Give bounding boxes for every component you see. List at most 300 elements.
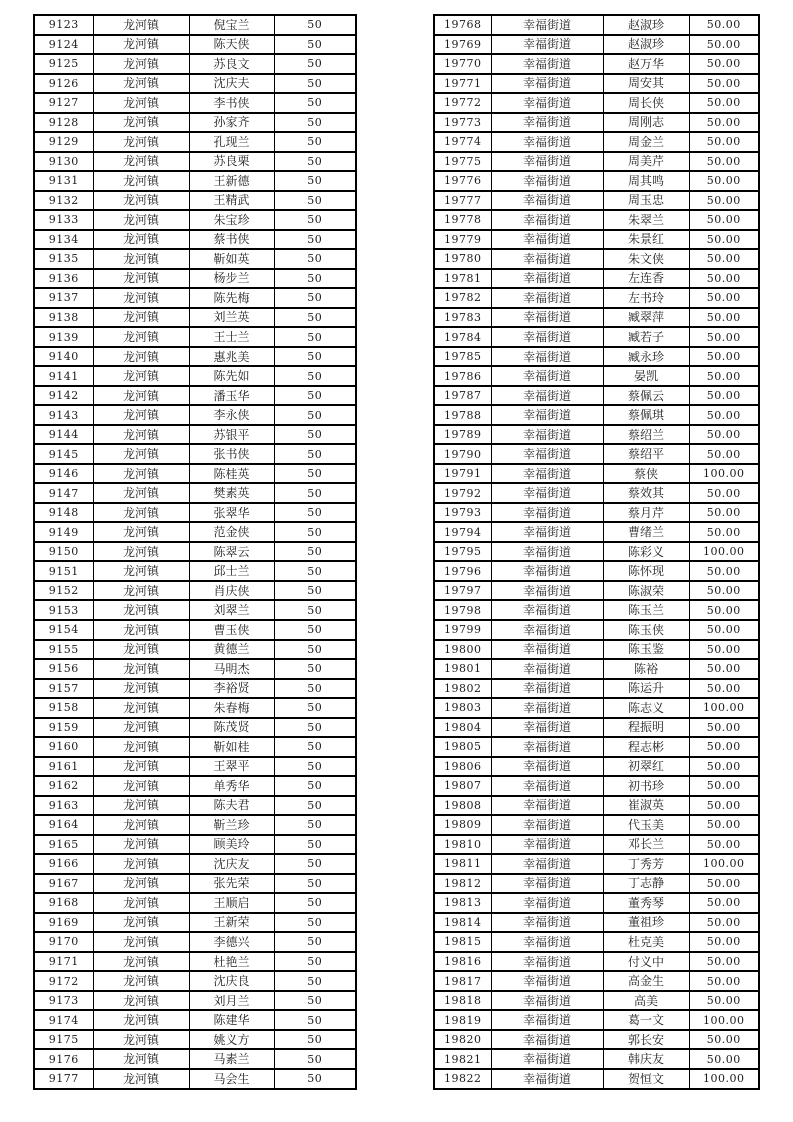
cell-id: 19822 [434,1069,491,1089]
cell-amount: 50 [274,776,356,796]
table-row [434,581,759,601]
cell-amount: 50.00 [689,308,759,328]
cell-id: 9166 [34,854,93,874]
cell-id: 9167 [34,874,93,894]
cell-name: 陈天侠 [189,35,274,55]
cell-name: 朱文侠 [603,249,689,269]
table-row [34,932,356,952]
cell-amount: 50 [274,718,356,738]
cell-location: 幸福街道 [491,54,603,74]
cell-id: 9124 [34,35,93,55]
cell-location: 幸福街道 [491,679,603,699]
table-row [34,874,356,894]
cell-amount: 50.00 [689,191,759,211]
cell-location: 龙河镇 [93,327,189,347]
cell-amount: 50.00 [689,327,759,347]
cell-name: 赵淑珍 [603,15,689,35]
table-row [34,210,356,230]
table-row [34,347,356,367]
cell-location: 幸福街道 [491,542,603,562]
cell-amount: 50.00 [689,1049,759,1069]
cell-location: 幸福街道 [491,483,603,503]
cell-name: 程志彬 [603,737,689,757]
cell-amount: 50 [274,952,356,972]
cell-location: 龙河镇 [93,1030,189,1050]
table-row [34,971,356,991]
cell-name: 臧永珍 [603,347,689,367]
cell-amount: 50 [274,581,356,601]
cell-id: 9138 [34,308,93,328]
cell-amount: 50.00 [689,35,759,55]
cell-id: 9158 [34,698,93,718]
cell-name: 周金兰 [603,132,689,152]
cell-amount: 50.00 [689,425,759,445]
table-row [434,152,759,172]
cell-name: 高美 [603,991,689,1011]
cell-location: 龙河镇 [93,425,189,445]
table-row [34,1030,356,1050]
cell-location: 幸福街道 [491,581,603,601]
cell-id: 19770 [434,54,491,74]
cell-amount: 50 [274,308,356,328]
table-row [434,913,759,933]
cell-name: 刘月兰 [189,991,274,1011]
table-row [34,815,356,835]
cell-name: 赵万华 [603,54,689,74]
cell-amount: 50 [274,93,356,113]
table-row [434,405,759,425]
cell-name: 陈建华 [189,1010,274,1030]
cell-amount: 50 [274,640,356,660]
table-row [434,54,759,74]
table-row [434,327,759,347]
cell-name: 高金生 [603,971,689,991]
cell-location: 龙河镇 [93,464,189,484]
table-row [434,444,759,464]
cell-id: 9132 [34,191,93,211]
cell-location: 幸福街道 [491,132,603,152]
table-row [34,308,356,328]
cell-location: 龙河镇 [93,854,189,874]
cell-location: 龙河镇 [93,698,189,718]
cell-name: 蔡效其 [603,483,689,503]
cell-name: 陈裕 [603,659,689,679]
cell-id: 9150 [34,542,93,562]
cell-amount: 50 [274,522,356,542]
cell-location: 龙河镇 [93,874,189,894]
table-row [34,776,356,796]
cell-id: 19792 [434,483,491,503]
cell-name: 杨步兰 [189,269,274,289]
cell-location: 龙河镇 [93,405,189,425]
cell-location: 幸福街道 [491,913,603,933]
cell-amount: 50 [274,737,356,757]
cell-amount: 50.00 [689,386,759,406]
table-row [34,581,356,601]
cell-amount: 50.00 [689,718,759,738]
cell-location: 龙河镇 [93,600,189,620]
cell-location: 龙河镇 [93,522,189,542]
table-row [434,932,759,952]
left-roster-table [33,14,357,1090]
cell-name: 葛一文 [603,1010,689,1030]
cell-id: 9157 [34,679,93,699]
table-row [434,698,759,718]
table-row [434,249,759,269]
cell-amount: 50.00 [689,444,759,464]
cell-name: 倪宝兰 [189,15,274,35]
cell-location: 龙河镇 [93,230,189,250]
cell-location: 龙河镇 [93,132,189,152]
cell-name: 曹玉侠 [189,620,274,640]
cell-name: 马明杰 [189,659,274,679]
cell-amount: 100.00 [689,542,759,562]
cell-location: 龙河镇 [93,483,189,503]
cell-amount: 50 [274,893,356,913]
cell-name: 左书玲 [603,288,689,308]
left-roster-body [34,15,356,1089]
cell-location: 龙河镇 [93,561,189,581]
cell-id: 19779 [434,230,491,250]
cell-amount: 50.00 [689,15,759,35]
cell-location: 龙河镇 [93,152,189,172]
cell-name: 陈桂英 [189,464,274,484]
table-row [34,93,356,113]
cell-amount: 50 [274,366,356,386]
cell-location: 幸福街道 [491,1030,603,1050]
cell-location: 幸福街道 [491,386,603,406]
cell-name: 马会生 [189,1069,274,1089]
table-row [434,366,759,386]
table-row [434,269,759,289]
cell-name: 初翠红 [603,757,689,777]
cell-amount: 50 [274,503,356,523]
cell-id: 19777 [434,191,491,211]
cell-location: 幸福街道 [491,620,603,640]
cell-location: 龙河镇 [93,835,189,855]
cell-name: 孔现兰 [189,132,274,152]
cell-amount: 50 [274,405,356,425]
cell-id: 19768 [434,15,491,35]
cell-amount: 50.00 [689,1030,759,1050]
table-row [434,737,759,757]
cell-name: 周长侠 [603,93,689,113]
cell-location: 幸福街道 [491,1069,603,1089]
table-row [434,425,759,445]
table-row [34,796,356,816]
cell-location: 龙河镇 [93,659,189,679]
cell-name: 杜艳兰 [189,952,274,972]
cell-location: 幸福街道 [491,288,603,308]
cell-amount: 50.00 [689,503,759,523]
cell-id: 9154 [34,620,93,640]
table-row [434,1030,759,1050]
cell-amount: 50 [274,659,356,679]
cell-name: 李德兴 [189,932,274,952]
cell-id: 19819 [434,1010,491,1030]
table-row [34,893,356,913]
cell-id: 9126 [34,74,93,94]
cell-id: 9155 [34,640,93,660]
cell-id: 19772 [434,93,491,113]
table-row [34,1010,356,1030]
cell-id: 19771 [434,74,491,94]
table-row [34,913,356,933]
cell-name: 王精武 [189,191,274,211]
cell-location: 龙河镇 [93,171,189,191]
cell-id: 9169 [34,913,93,933]
cell-name: 蔡佩琪 [603,405,689,425]
table-row [34,952,356,972]
cell-name: 郭长安 [603,1030,689,1050]
cell-name: 付义中 [603,952,689,972]
cell-location: 幸福街道 [491,464,603,484]
cell-name: 董秀琴 [603,893,689,913]
cell-location: 幸福街道 [491,210,603,230]
cell-name: 周其鸣 [603,171,689,191]
cell-amount: 50 [274,932,356,952]
cell-id: 19800 [434,640,491,660]
cell-id: 9141 [34,366,93,386]
cell-name: 陈彩义 [603,542,689,562]
cell-location: 幸福街道 [491,952,603,972]
cell-amount: 50.00 [689,952,759,972]
cell-location: 龙河镇 [93,971,189,991]
cell-id: 19817 [434,971,491,991]
table-row [434,15,759,35]
cell-location: 幸福街道 [491,815,603,835]
cell-name: 朱翠兰 [603,210,689,230]
cell-location: 幸福街道 [491,893,603,913]
cell-id: 19804 [434,718,491,738]
cell-location: 龙河镇 [93,952,189,972]
cell-id: 19780 [434,249,491,269]
cell-id: 19789 [434,425,491,445]
cell-name: 陈玉侠 [603,620,689,640]
cell-location: 龙河镇 [93,718,189,738]
cell-name: 陈怀现 [603,561,689,581]
cell-id: 9156 [34,659,93,679]
right-roster-table [433,14,760,1090]
cell-location: 幸福街道 [491,171,603,191]
cell-name: 崔淑英 [603,796,689,816]
cell-location: 幸福街道 [491,991,603,1011]
cell-id: 19769 [434,35,491,55]
cell-location: 幸福街道 [491,854,603,874]
cell-name: 苏银平 [189,425,274,445]
cell-location: 幸福街道 [491,113,603,133]
table-row [434,230,759,250]
cell-amount: 50 [274,600,356,620]
cell-location: 幸福街道 [491,308,603,328]
cell-location: 龙河镇 [93,737,189,757]
table-row [34,132,356,152]
cell-name: 臧翠萍 [603,308,689,328]
cell-id: 9160 [34,737,93,757]
cell-amount: 50 [274,679,356,699]
cell-id: 19785 [434,347,491,367]
table-row [34,1049,356,1069]
cell-id: 9173 [34,991,93,1011]
cell-name: 韩庆友 [603,1049,689,1069]
cell-amount: 50.00 [689,893,759,913]
cell-amount: 50.00 [689,561,759,581]
cell-location: 幸福街道 [491,561,603,581]
cell-name: 陈淑荣 [603,581,689,601]
cell-id: 19818 [434,991,491,1011]
cell-location: 幸福街道 [491,347,603,367]
cell-location: 幸福街道 [491,835,603,855]
cell-id: 19816 [434,952,491,972]
cell-id: 9147 [34,483,93,503]
cell-id: 19781 [434,269,491,289]
cell-amount: 50.00 [689,522,759,542]
table-row [34,74,356,94]
cell-name: 樊素英 [189,483,274,503]
cell-amount: 50 [274,1069,356,1089]
table-row [434,757,759,777]
cell-name: 董祖珍 [603,913,689,933]
cell-name: 邱士兰 [189,561,274,581]
table-row [34,35,356,55]
table-row [34,757,356,777]
table-row [34,152,356,172]
table-row [434,874,759,894]
table-row [434,1010,759,1030]
cell-id: 9140 [34,347,93,367]
table-row [34,444,356,464]
table-row [434,659,759,679]
cell-location: 龙河镇 [93,366,189,386]
cell-location: 龙河镇 [93,210,189,230]
table-row [34,113,356,133]
cell-name: 蔡月芹 [603,503,689,523]
cell-location: 龙河镇 [93,93,189,113]
cell-id: 19797 [434,581,491,601]
cell-name: 范金侠 [189,522,274,542]
cell-name: 陈翠云 [189,542,274,562]
cell-amount: 50.00 [689,620,759,640]
cell-amount: 100.00 [689,854,759,874]
cell-amount: 50.00 [689,913,759,933]
cell-location: 龙河镇 [93,1010,189,1030]
table-row [434,991,759,1011]
cell-id: 19787 [434,386,491,406]
table-row [34,854,356,874]
cell-name: 朱春梅 [189,698,274,718]
cell-id: 19798 [434,600,491,620]
cell-location: 幸福街道 [491,1010,603,1030]
table-row [434,952,759,972]
cell-id: 9163 [34,796,93,816]
cell-location: 幸福街道 [491,425,603,445]
cell-id: 19782 [434,288,491,308]
table-row [34,230,356,250]
cell-name: 惠兆美 [189,347,274,367]
cell-name: 苏良栗 [189,152,274,172]
cell-id: 19778 [434,210,491,230]
table-row [434,815,759,835]
cell-id: 9135 [34,249,93,269]
cell-name: 陈志义 [603,698,689,718]
cell-id: 9174 [34,1010,93,1030]
table-row [434,483,759,503]
table-row [34,659,356,679]
cell-id: 9164 [34,815,93,835]
cell-location: 龙河镇 [93,893,189,913]
cell-id: 19783 [434,308,491,328]
cell-amount: 50.00 [689,249,759,269]
cell-amount: 50.00 [689,737,759,757]
cell-amount: 50 [274,835,356,855]
table-row [34,483,356,503]
cell-amount: 50.00 [689,679,759,699]
cell-amount: 50.00 [689,815,759,835]
table-row [434,796,759,816]
table-row [34,171,356,191]
cell-location: 龙河镇 [93,444,189,464]
cell-id: 9152 [34,581,93,601]
cell-location: 龙河镇 [93,347,189,367]
cell-name: 黄德兰 [189,640,274,660]
cell-id: 19802 [434,679,491,699]
cell-amount: 50 [274,796,356,816]
cell-amount: 50.00 [689,210,759,230]
cell-amount: 50.00 [689,230,759,250]
cell-id: 9127 [34,93,93,113]
cell-location: 龙河镇 [93,679,189,699]
cell-amount: 50.00 [689,991,759,1011]
cell-name: 陈茂贤 [189,718,274,738]
cell-amount: 50.00 [689,347,759,367]
cell-location: 幸福街道 [491,230,603,250]
table-row [434,210,759,230]
cell-id: 9171 [34,952,93,972]
cell-name: 晏凯 [603,366,689,386]
cell-name: 孙家齐 [189,113,274,133]
table-row [434,718,759,738]
cell-amount: 50 [274,191,356,211]
table-row [34,698,356,718]
cell-id: 19821 [434,1049,491,1069]
cell-name: 周刚志 [603,113,689,133]
cell-name: 王翠平 [189,757,274,777]
cell-location: 幸福街道 [491,796,603,816]
cell-amount: 50 [274,1049,356,1069]
cell-name: 陈运升 [603,679,689,699]
cell-id: 9144 [34,425,93,445]
cell-name: 贺恒文 [603,1069,689,1089]
cell-id: 19786 [434,366,491,386]
cell-id: 9143 [34,405,93,425]
cell-amount: 50.00 [689,405,759,425]
cell-amount: 50 [274,249,356,269]
cell-amount: 50 [274,210,356,230]
cell-id: 9172 [34,971,93,991]
cell-location: 龙河镇 [93,620,189,640]
cell-id: 19791 [434,464,491,484]
cell-amount: 50 [274,152,356,172]
cell-amount: 50 [274,386,356,406]
cell-amount: 50 [274,327,356,347]
cell-amount: 100.00 [689,464,759,484]
cell-location: 龙河镇 [93,581,189,601]
table-row [34,15,356,35]
table-row [434,308,759,328]
table-row [34,366,356,386]
table-row [34,718,356,738]
cell-name: 蔡绍兰 [603,425,689,445]
